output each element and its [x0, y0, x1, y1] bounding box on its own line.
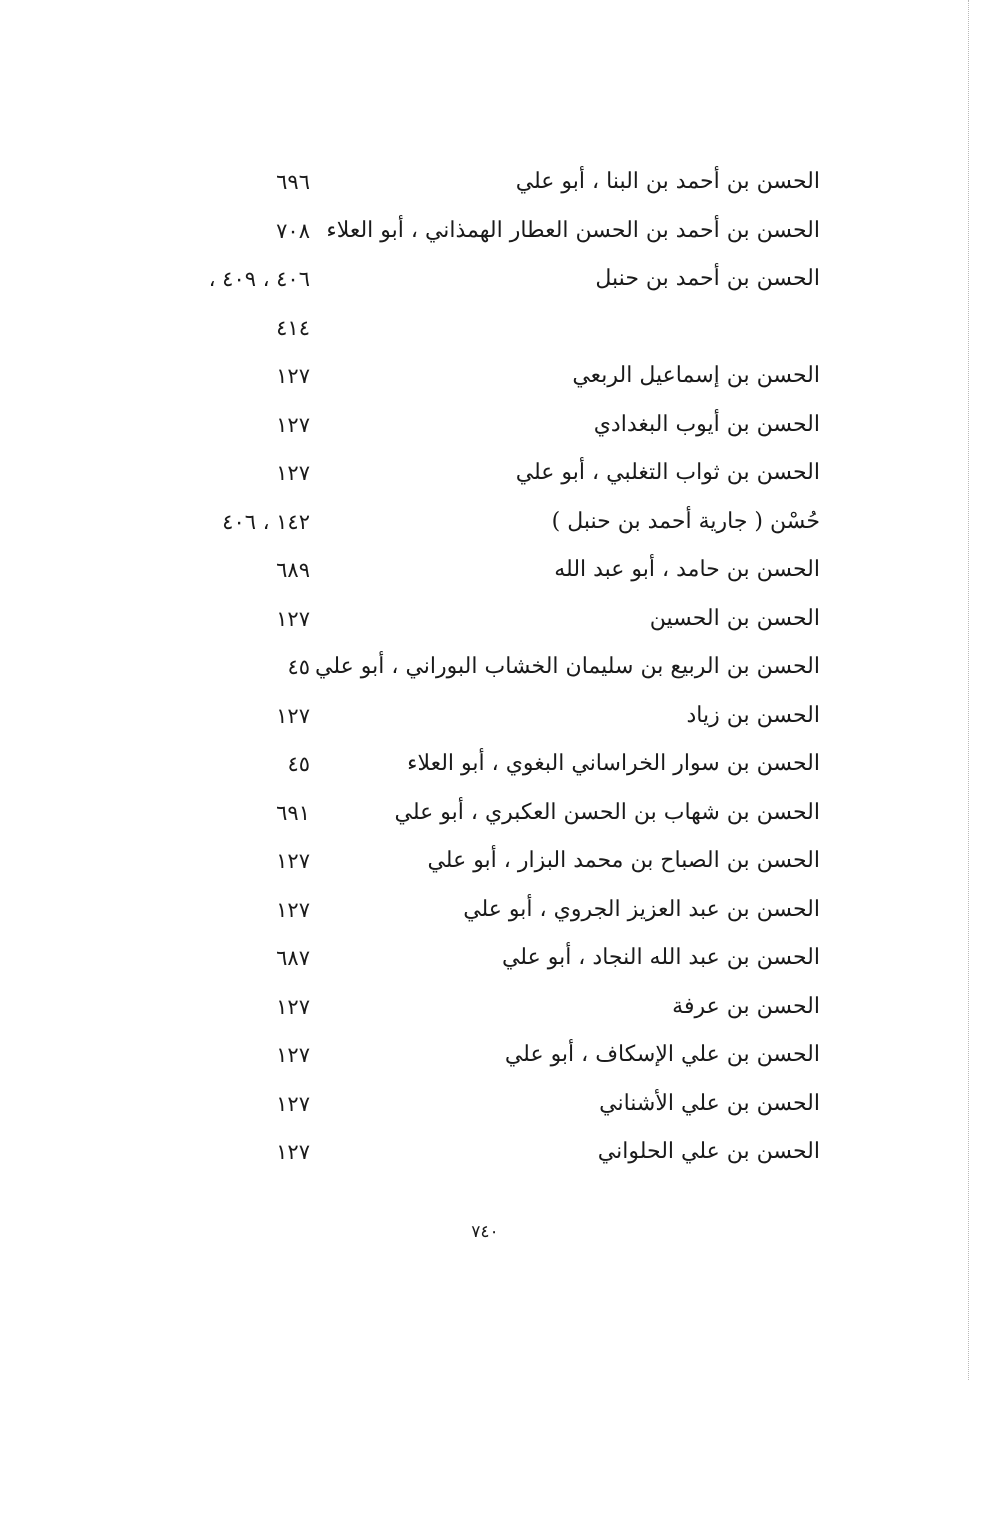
entry-pages: ١٢٧ — [276, 606, 310, 631]
entry-name: الحسن بن زياد — [686, 702, 820, 728]
entry-pages: ٧٠٨ — [276, 218, 310, 243]
index-entry — [160, 405, 820, 454]
entry-name: الحسن بن عبد العزيز الجروي ، أبو علي — [463, 896, 820, 922]
index-entry — [160, 1084, 820, 1133]
index-entry — [160, 1035, 820, 1084]
entry-pages: ٤١٤ — [276, 315, 310, 340]
entry-pages: ١٢٧ — [276, 849, 310, 873]
entry-name: الحسن بن علي الأشناني — [599, 1090, 820, 1116]
index-entry — [160, 599, 820, 648]
entry-name: الحسن بن الحسين — [649, 605, 820, 631]
entry-name: الحسن بن عرفة — [672, 993, 820, 1019]
index-entry — [160, 550, 820, 599]
index-entry — [160, 162, 820, 211]
index-entry — [160, 308, 820, 357]
entry-name: الحسن بن أحمد بن حنبل — [595, 266, 820, 291]
entry-pages: ٤٥ — [287, 655, 310, 679]
index-entry — [160, 841, 820, 890]
index-entry — [160, 259, 820, 308]
entry-pages: ١٢٧ — [276, 897, 310, 922]
entry-pages: ٦٩٦ — [276, 170, 310, 194]
entry-name: الحسن بن أيوب البغدادي — [593, 411, 820, 437]
entry-pages: ١٢٧ — [276, 994, 310, 1019]
index-entries — [160, 162, 820, 1181]
index-entry — [160, 696, 820, 745]
entry-name: الحسن بن علي الإسكاف ، أبو علي — [504, 1042, 820, 1067]
entry-pages: ٦٩١ — [276, 800, 310, 825]
entry-pages: ٦٨٧ — [276, 946, 310, 970]
entry-name: الحسن بن الصباح بن محمد البزار ، أبو علي — [427, 848, 820, 873]
index-entry — [160, 647, 820, 696]
entry-name: الحسن بن حامد ، أبو عبد الله — [554, 557, 820, 582]
entry-name: الحسن بن علي الحلواني — [597, 1139, 820, 1164]
index-entry — [160, 1132, 820, 1181]
index-entry — [160, 938, 820, 987]
entry-name: الحسن بن سوار الخراساني البغوي ، أبو العلاء — [407, 751, 820, 776]
entry-pages: ١٢٧ — [276, 703, 310, 728]
entry-name: الحسن بن عبد الله النجاد ، أبو علي — [501, 945, 820, 970]
entry-pages: ١٢٧ — [276, 461, 310, 485]
index-entry — [160, 793, 820, 842]
index-entry — [160, 502, 820, 551]
entry-pages: ٤٠٦ ، ٤٠٩ ، — [208, 267, 310, 291]
index-entry — [160, 987, 820, 1036]
entry-name: الحسن بن الربيع بن سليمان الخشاب البوراني ، أبو علي — [315, 654, 820, 679]
entry-name: الحسن بن أحمد بن البنا ، أبو علي — [515, 169, 820, 194]
entry-pages: ١٢٧ — [276, 364, 310, 388]
entry-pages: ١٢٧ — [276, 1043, 310, 1067]
entry-name: حُسْن ( جارية أحمد بن حنبل ) — [551, 508, 820, 534]
entry-name: الحسن بن أحمد بن الحسن العطار الهمذاني ، أبو العلاء — [326, 217, 820, 243]
index-entry — [160, 744, 820, 793]
entry-name: الحسن بن شهاب بن الحسن العكبري ، أبو علي — [394, 799, 820, 825]
entry-name: الحسن بن ثواب التغلبي ، أبو علي — [515, 460, 820, 485]
index-entry — [160, 453, 820, 502]
entry-name: الحسن بن إسماعيل الربعي — [572, 363, 820, 388]
index-entry — [160, 211, 820, 260]
entry-pages: ١٢٧ — [276, 1140, 310, 1164]
page-number: ٧٤٠ — [471, 1222, 499, 1242]
entry-pages: ٦٨٩ — [276, 558, 310, 582]
entry-pages: ٤٥ — [287, 752, 310, 776]
entry-pages: ١٤٢ ، ٤٠٦ — [222, 509, 310, 534]
scan-edge-line — [968, 0, 969, 1380]
entry-pages: ١٢٧ — [276, 1091, 310, 1116]
entry-pages: ١٢٧ — [276, 412, 310, 437]
index-entry — [160, 890, 820, 939]
index-entry — [160, 356, 820, 405]
